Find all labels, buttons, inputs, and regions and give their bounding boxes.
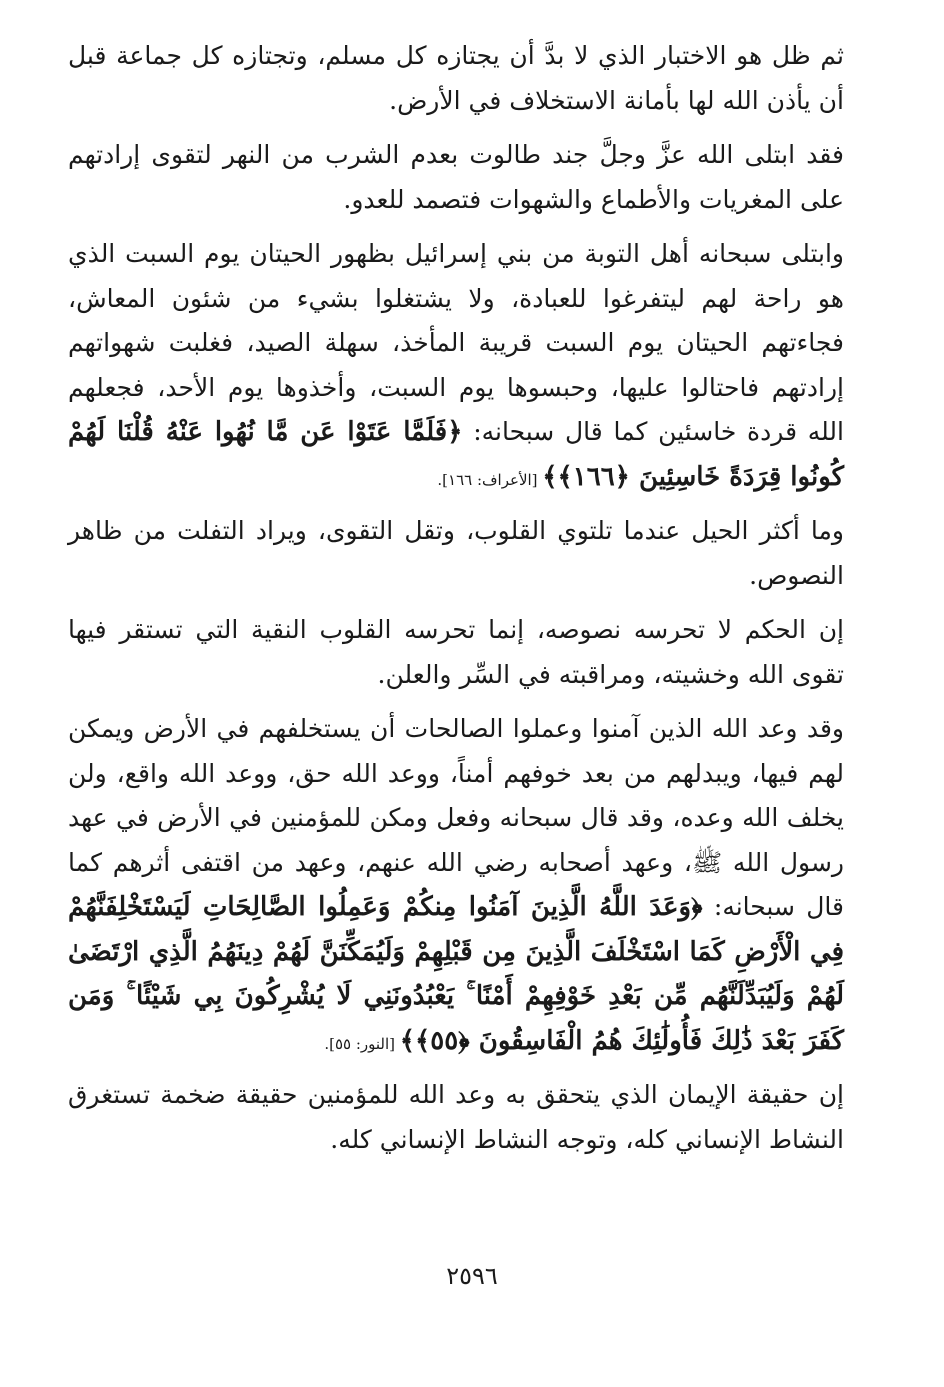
page-body	[68, 34, 844, 1162]
paragraph-tricks	[68, 509, 844, 598]
verse-reference: [النور: ٥٥].	[324, 1034, 400, 1053]
paragraph-text: إن الحكم لا تحرسه نصوصه، إنما تحرسه القلوب النقية التي تستقر فيها تقوى الله وخشيته، ومراقبته في السِّر والعلن.	[68, 615, 844, 689]
paragraph-promise-of-succession	[68, 707, 844, 1063]
paragraph-reality-of-faith	[68, 1073, 844, 1162]
paragraph-text: وابتلى سبحانه أهل التوبة من بني إسرائيل بظهور الحيتان يوم السبت الذي هو راحة لهم ليتفرغوا للعبادة، ولا يشتغلوا بشيء من شئون المعاش، فجاءتهم الحيتان يوم السبت قريبة المأخذ، سهلة الصيد، فغلبت شهواتهم إرادتهم فاحتالوا عليها، وحبسوها يوم السبت، وأخذوها يوم الأحد، فجعلهم الله قردة خاسئين كما قال سبحانه:	[68, 239, 844, 446]
quran-verse-quote: ﴿وَعَدَ اللَّهُ الَّذِينَ آمَنُوا مِنكُمْ وَعَمِلُوا الصَّالِحَاتِ لَيَسْتَخْلِفَنَّهُمْ فِي الْأَرْضِ كَمَا اسْتَخْلَفَ الَّذِينَ مِن قَبْلِهِمْ وَلَيُمَكِّنَنَّ لَهُمْ دِينَهُمُ الَّذِي ارْتَضَىٰ لَهُمْ وَلَيُبَدِّلَنَّهُم مِّن بَعْدِ خَوْفِهِمْ أَمْنًا ۚ يَعْبُدُونَنِي لَا يُشْرِكُونَ بِي شَيْئًا ۚ وَمَن كَفَرَ بَعْدَ ذَٰلِكَ فَأُولَٰئِكَ هُمُ الْفَاسِقُونَ ﴿٥٥﴾﴾	[68, 892, 844, 1056]
paragraph-trial-of-believers	[68, 34, 844, 123]
quran-verse-quote: ﴿فَلَمَّا عَتَوْا عَن مَّا نُهُوا عَنْهُ قُلْنَا لَهُمْ كُونُوا قِرَدَةً خَاسِئِينَ ﴿١٦٦﴾﴾	[68, 417, 844, 492]
paragraph-talut-army	[68, 133, 844, 222]
verse-reference: [الأعراف: ١٦٦].	[437, 470, 543, 489]
paragraph-text: إن حقيقة الإيمان الذي يتحقق به وعد الله للمؤمنين حقيقة ضخمة تستغرق النشاط الإنساني كله، وتوجه النشاط الإنساني كله.	[68, 1080, 844, 1154]
paragraph-text: وقد وعد الله الذين آمنوا وعملوا الصالحات أن يستخلفهم في الأرض ويمكن لهم فيها، ويبدلهم من بعد خوفهم أمناً، ووعد الله حق، ووعد الله واقع، ولن يخلف الله وعده، وقد قال سبحانه وفعل ومكن للمؤمنين في الأرض في عهد رسول الله ﷺ، وعهد أصحابه رضي الله عنهم، وعهد من اقتفى أثرهم كما قال سبحانه:	[68, 714, 844, 921]
page-number: ٢٥٩٦	[446, 1262, 498, 1290]
paragraph-sabbath-people	[68, 232, 844, 499]
paragraph-judgment-guarded	[68, 608, 844, 697]
paragraph-text: فقد ابتلى الله عزَّ وجلَّ جند طالوت بعدم الشرب من النهر لتقوى إرادتهم على المغريات والأطماع والشهوات فتصمد للعدو.	[68, 140, 844, 214]
paragraph-text: وما أكثر الحيل عندما تلتوي القلوب، وتقل التقوى، ويراد التفلت من ظاهر النصوص.	[68, 516, 844, 590]
paragraph-text: ثم ظل هو الاختبار الذي لا بدَّ أن يجتازه كل مسلم، وتجتازه كل جماعة قبل أن يأذن الله لها بأمانة الاستخلاف في الأرض.	[68, 41, 844, 115]
